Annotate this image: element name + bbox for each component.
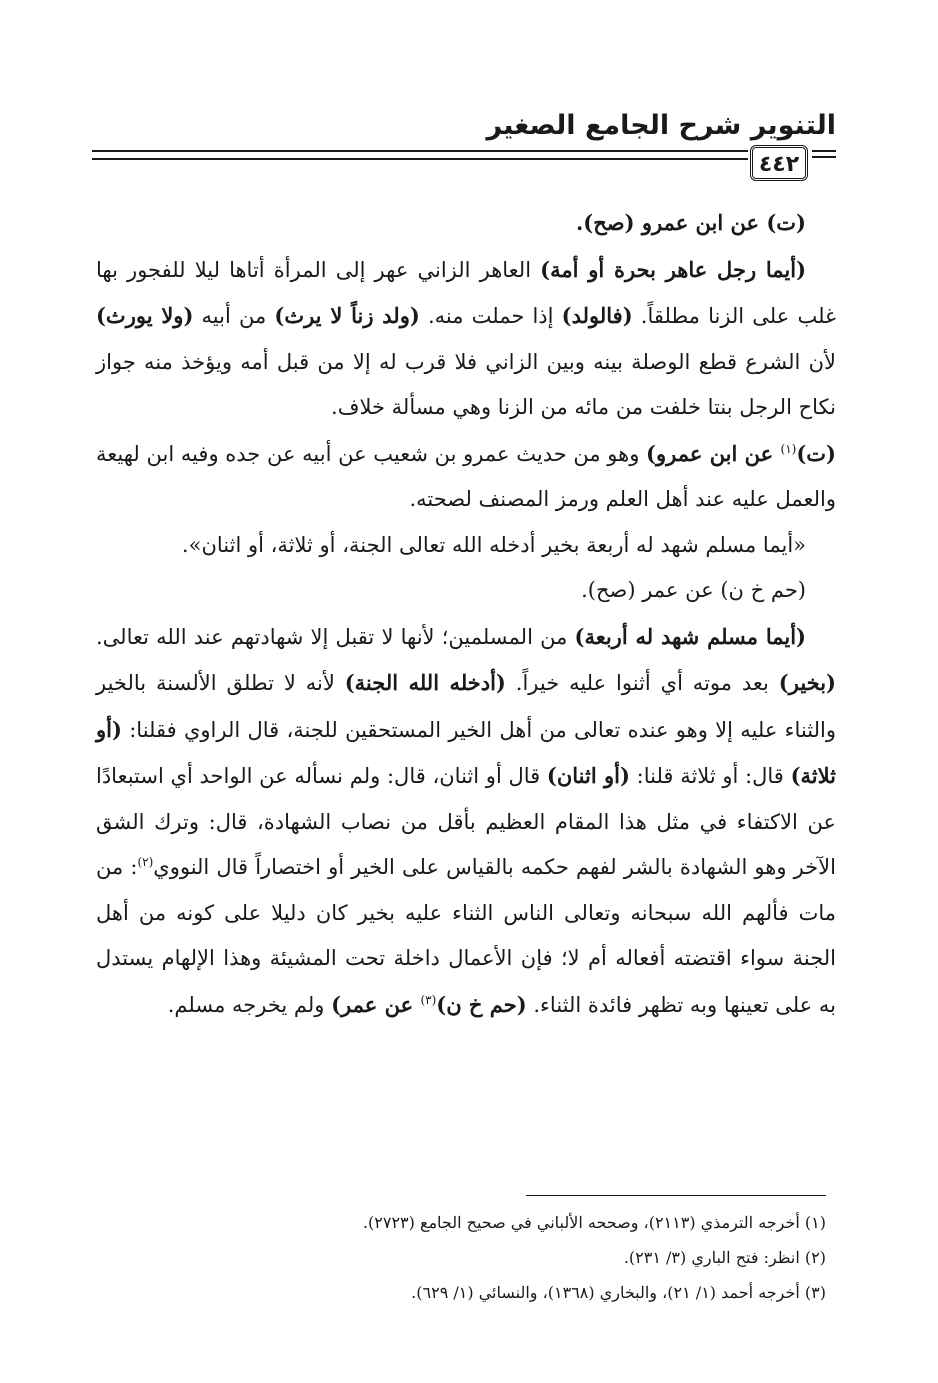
- paragraph-source-notes: [96, 431, 836, 523]
- text-run: (حم خ ن) عن عمر (صح).: [581, 578, 806, 602]
- paragraph-source: [96, 568, 836, 614]
- footnote: (٣) أخرجه أحمد (١/ ٢١)، والبخاري (١٣٦٨)، والنسائي (١/ ٦٢٩).: [411, 1283, 826, 1302]
- text-run: : من مات فألهم الله سبحانه وتعالى الناس الثناء عليه بخير كان دليلا على كونه من أهل الجنة سواء اقتضته أفعاله أم لا؛ فإن الأعمال داخلة تحت المشيئة وهذا الإلهام يستدل به على تعينها وبه تظهر فائدة الثناء.: [96, 855, 836, 1017]
- paragraph-hadith: [96, 523, 836, 569]
- footnote-ref[interactable]: (١): [780, 441, 797, 456]
- header-rule-end: [812, 156, 836, 158]
- main-text: [96, 200, 836, 1028]
- text-bold: (ولد زناً لا يرث): [274, 303, 420, 328]
- text-run: ولم يخرجه مسلم.: [167, 992, 332, 1017]
- paragraph-source: [96, 200, 836, 247]
- text-bold: (بخير): [778, 670, 836, 695]
- footnote-separator: [526, 1195, 826, 1196]
- text-run: وهو من حديث عمرو بن شعيب عن أبيه عن جده وفيه ابن لهيعة والعمل عليه عند أهل العلم ورمز المصنف لصحته.: [96, 441, 836, 511]
- footnotes: [300, 1205, 826, 1310]
- paragraph-commentary: [96, 614, 836, 1029]
- text-bold: (ولا يورث): [96, 303, 194, 328]
- text-bold: عن عمر): [331, 991, 421, 1017]
- text-bold: (أو ثلاثة): [96, 716, 836, 788]
- text-bold: عن ابن عمرو): [646, 440, 781, 466]
- text-run: من المسلمين؛ لأنها لا تقبل إلا شهادتهم عند الله تعالى.: [96, 624, 575, 649]
- footnote-ref[interactable]: (٣): [420, 992, 437, 1007]
- running-header-title: التنوير شرح الجامع الصغير: [486, 110, 836, 141]
- text-bold: (ت): [796, 440, 836, 466]
- footnote: (١) أخرجه الترمذي (٢١١٣)، وصححه الألباني في صحيح الجامع (٢٧٢٣).: [362, 1213, 826, 1232]
- footnote: (٢) انظر: فتح الباري (٣/ ٢٣١).: [623, 1248, 826, 1267]
- text-bold: (ت) عن ابن عمرو (صح).: [575, 210, 806, 235]
- text-bold: (أدخله الله الجنة): [344, 670, 506, 695]
- header-rule: [92, 158, 748, 160]
- paragraph-commentary: [96, 247, 836, 431]
- text-run: قال أو اثنان، قال: ولم نسأله عن الواحد أي استبعادًا عن الاكتفاء في مثل هذا المقام العظيم بأقل من نصاب الشهادة، قال: وترك الشق الآخر وهو الشهادة بالشر لفهم حكمه بالقياس على الخير أو اختصاراً قال النووي: [96, 764, 836, 879]
- text-bold: (أيما مسلم شهد له أربعة): [574, 623, 806, 649]
- footnote-ref[interactable]: (٢): [137, 855, 154, 869]
- text-bold: (فالولد): [561, 303, 633, 328]
- page-number: ٤٤٢: [750, 145, 808, 181]
- text-bold: (أو اثنان): [546, 763, 630, 788]
- text-bold: (حم خ ن): [436, 991, 527, 1017]
- text-run: قال: أو ثلاثة قلنا:: [629, 764, 791, 788]
- header-rule: [92, 150, 748, 152]
- header-rule-end: [812, 150, 836, 152]
- text-run: من أبيه: [193, 304, 275, 328]
- text-run: «أيما مسلم شهد له أربعة بخير أدخله الله تعالى الجنة، أو ثلاثة، أو اثنان».: [181, 532, 806, 557]
- text-run: لأن الشرع قطع الوصلة بينه وبين الزاني فلا قرب له إلا من قبل أمه ويؤخذ منه جواز نكاح الرجل بنتا خلفت من مائه من الزنا وهي مسألة خلاف.: [96, 349, 836, 419]
- text-run: لأنه لا تطلق الألسنة بالخير والثناء عليه إلا وهو عنده تعالى من أهل الخير المستحقين للجنة، قال الراوي فقلنا:: [96, 671, 836, 742]
- text-run: العاهر الزاني عهر إلى المرأة أتاها ليلا للفجور بها غلب على الزنا مطلقاً.: [96, 257, 837, 328]
- text-bold: (أيما رجل عاهر بحرة أو أمة): [540, 256, 807, 282]
- text-run: بعد موته أي أثنوا عليه خيراً.: [505, 671, 779, 695]
- text-run: إذا حملت منه.: [419, 304, 562, 328]
